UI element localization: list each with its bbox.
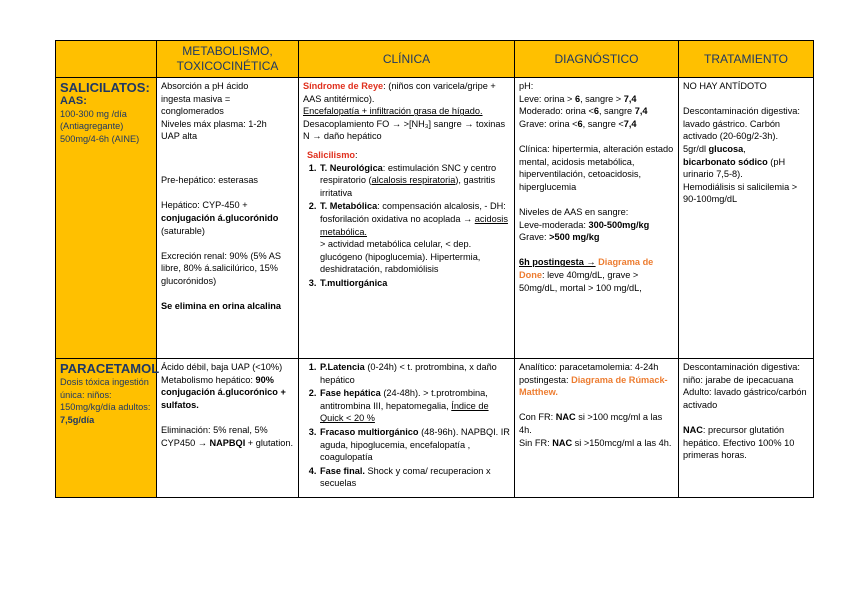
list-item: 1. T. Neurológica: estimulación SNC y centro respiratorio (alcalosis respiratoria), gastritis irritativa <box>319 162 510 200</box>
aas-label: AAS: <box>60 95 87 107</box>
salicilismo-title: Salicilismo: <box>307 149 358 160</box>
diag-line: Analítico: paracetamolemia: 4-24h <box>519 362 659 372</box>
trat-line: NAC: precursor glutatión hepático. Efectivo 100% 10 primeras horas. <box>683 424 795 461</box>
salicilatos-title: SALICILATOS: <box>60 80 150 95</box>
header-corner <box>56 41 157 78</box>
diag-line: pH: <box>519 81 534 91</box>
reye-line: Síndrome de Reye: (niños con varicela/gripe + AAS antitérmico). <box>303 81 496 104</box>
paracetamol-tratamiento <box>679 359 814 498</box>
toxicology-table <box>55 40 814 498</box>
diag-line: Sin FR: NAC si >150mcg/ml a las 4h. <box>519 437 672 448</box>
salicilatos-metabolismo <box>157 78 299 359</box>
metab-line: CYP450 → NAPBQI + glutation. <box>161 437 294 448</box>
header-diagnostico: DIAGNÓSTICO <box>515 41 679 78</box>
paracetamol-clinica <box>299 359 515 498</box>
metab-line: Absorción a pH ácido <box>161 81 249 91</box>
encefalopatia-line: Encefalopatía + infiltración grasa de hígado. <box>303 106 483 117</box>
list-item: 2. Fase hepática (24-48h). > t.protrombina, antitrombina III, hepatomegalia, Índice de Quick < 20 % <box>319 387 510 425</box>
metab-line: UAP alta <box>161 131 198 142</box>
paracetamol-metabolismo <box>157 359 299 498</box>
paracetamol-fases-list <box>303 361 510 490</box>
paracetamol-label-cell <box>56 359 160 498</box>
salicilismo-list <box>303 162 510 290</box>
diag-line: Con FR: NAC si >100 mcg/ml a las 4h. <box>519 412 663 435</box>
trat-line: Descontaminación digestiva: niño: jarabe de ipecacuana <box>683 362 800 385</box>
list-item: 3. Fracaso multiorgánico (48-96h). NAPBQI. IR aguda, hipoglucemia, encefalopatía , coagulopatía <box>319 426 510 464</box>
metab-line: Metabolismo hepático: 90% conjugación á.glucorónico + sulfatos. <box>161 374 286 410</box>
salicilatos-clinica <box>299 78 515 359</box>
diag-line: postingesta: Diagrama de Rúmack-Matthew. <box>519 374 668 398</box>
metab-line: Ácido débil, baja UAP (<10%) <box>161 362 283 372</box>
list-item: 4. Fase final. Shock y coma/ recuperacion x secuelas <box>319 465 510 490</box>
salicilatos-tratamiento <box>679 78 814 359</box>
aas-dose-aine: 500mg/4-6h (AINE) <box>60 133 140 144</box>
diag-line: Clínica: hipertermia, alteración estado mental, acidosis metabólica, hiperventilación, cetoacidosis, hiperglucemia <box>519 143 674 192</box>
list-item: 1. P.Latencia (0-24h) < t. protrombina, x daño hepático <box>319 361 510 386</box>
row-paracetamol <box>56 359 814 498</box>
header-tratamiento: TRATAMIENTO <box>679 41 814 78</box>
metab-line: Niveles máx plasma: 1-2h <box>161 118 267 129</box>
diag-line: Leve-moderada: 300-500mg/kg <box>519 219 650 230</box>
salicilatos-diagnostico <box>515 78 679 359</box>
desacoplamiento-line: Desacoplamiento FO → >[NH₃] sangre → toxinas N → daño hepático <box>303 118 506 142</box>
diag-line: Moderado: orina <6, sangre 7,4 <box>519 106 648 117</box>
metab-line: Pre-hepático: esterasas <box>161 175 259 186</box>
paracetamol-diagnostico <box>515 359 679 498</box>
list-item: 2. T. Metabólica: compensación alcalosis, - DH: fosforilación oxidativa no acoplada → acidosis metabólica. > actividad metabólica celular, < dep. glucógeno (hipoglucemia). Hipertermia, deshidratación, rabdomiólisis <box>319 200 510 276</box>
trat-line: 5gr/dl glucosa, <box>683 143 746 154</box>
diag-line: Grave: >500 mg/kg <box>519 232 600 243</box>
metab-line: Excreción renal: 90% (5% AS libre, 80% á.salicilúrico, 15% glucorónidos) <box>161 250 282 286</box>
paracetamol-title: PARACETAMOL <box>60 361 160 376</box>
salicilatos-label-cell <box>56 78 157 359</box>
aas-dose-antiagregante: 100-300 mg /día (Antiagregante) <box>60 108 127 132</box>
diag-line: Leve: orina > 6, sangre > 7,4 <box>519 93 637 104</box>
row-salicilatos <box>56 78 814 359</box>
metab-line: ingesta masiva = conglomerados <box>161 93 231 117</box>
list-item: 3. T.multiorgánica <box>319 277 510 290</box>
trat-line: Hemodiálisis si salicilemia > 90-100mg/dL <box>683 181 798 205</box>
trat-line: NO HAY ANTÍDOTO <box>683 81 767 91</box>
trat-line: bicarbonato sódico (pH urinario 7,5-8). <box>683 156 786 180</box>
header-metabolismo: METABOLISMO, TOXICOCINÉTICA <box>157 41 299 78</box>
header-row <box>56 41 814 78</box>
trat-line: Descontaminación digestiva: lavado gástrico. Carbón activado (20-60g/2-3h). <box>683 106 800 142</box>
trat-line: Adulto: lavado gástrico/carbón activado <box>683 387 807 410</box>
paracetamol-dose: Dosis tóxica ingestión única: niños: 150mg/kg/día adultos: 7,5g/día <box>60 377 151 425</box>
metab-line: Se elimina en orina alcalina <box>161 301 281 312</box>
metab-line: Hepático: CYP-450 + conjugación á.glucorónido (saturable) <box>161 200 279 236</box>
header-clinica: CLÍNICA <box>299 41 515 78</box>
diag-line: Niveles de AAS en sangre: <box>519 206 629 217</box>
done-line: 6h postingesta → Diagrama de Done: leve 40mg/dL, grave > 50mg/dL, mortal > 100 mg/dL, <box>519 257 654 293</box>
metab-line: Eliminación: 5% renal, 5% <box>161 424 268 435</box>
diag-line: Grave: orina <6, sangre <7,4 <box>519 118 637 129</box>
